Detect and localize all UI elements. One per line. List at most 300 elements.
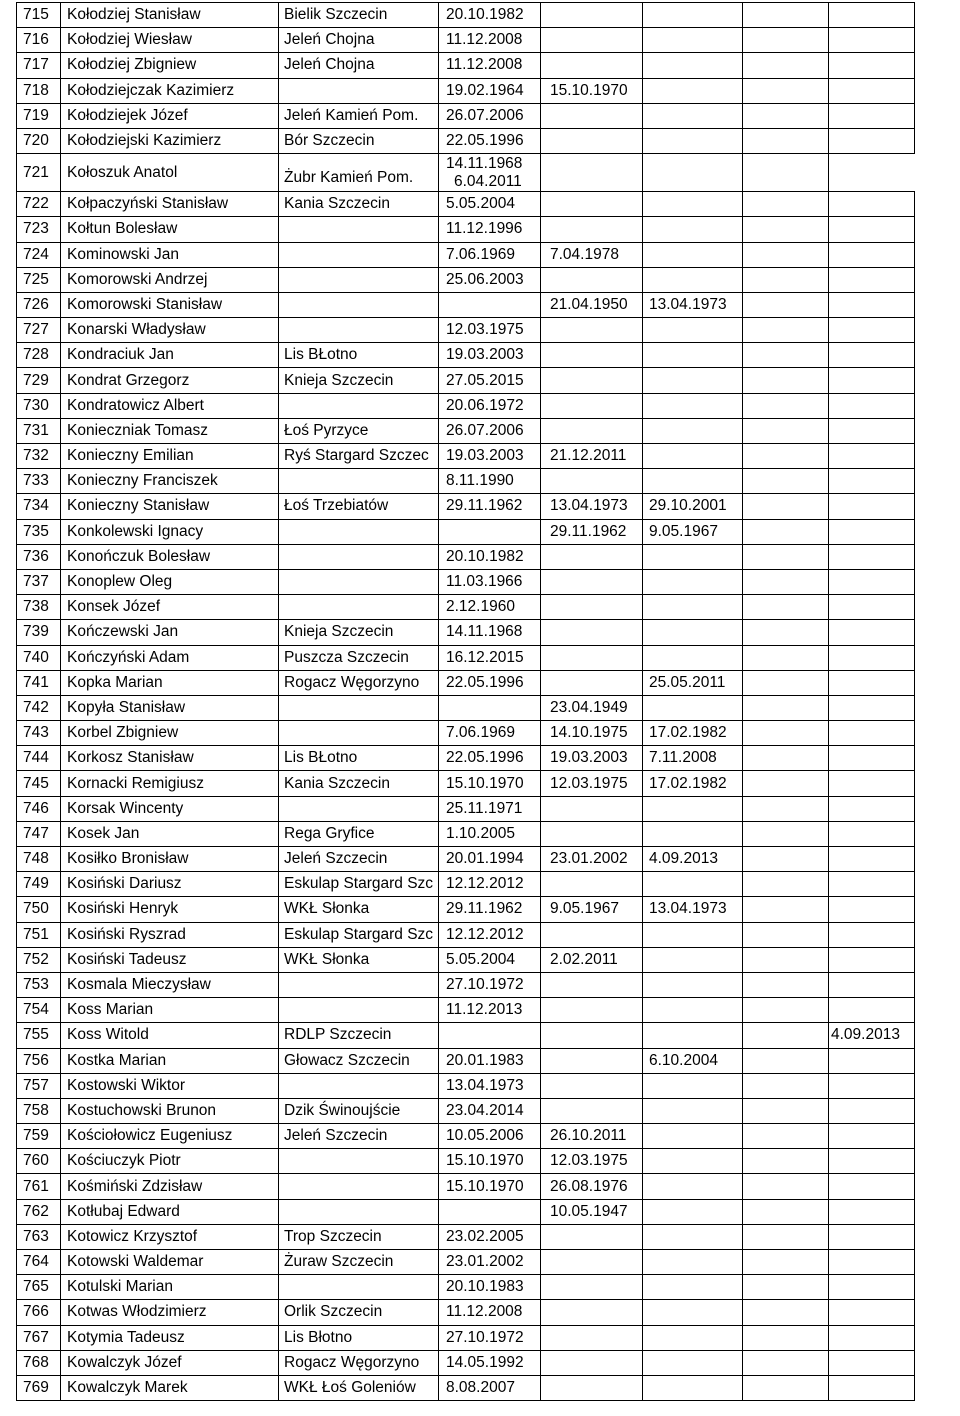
table-row <box>17 192 915 217</box>
date-cell <box>743 242 829 267</box>
table-row <box>17 103 915 128</box>
table-row <box>17 368 915 393</box>
date-cell <box>743 897 829 922</box>
table-row <box>17 645 915 670</box>
row-number: 721 <box>17 154 61 192</box>
date-cell: 21.04.1950 <box>541 292 643 317</box>
date-cell <box>643 1250 743 1275</box>
member-name: Konkolewski Ignacy <box>61 519 279 544</box>
date-cell <box>541 1224 643 1249</box>
member-unit <box>279 569 439 594</box>
date-cell <box>829 128 915 153</box>
date-cell: 9.05.1967 <box>643 519 743 544</box>
row-number: 718 <box>17 78 61 103</box>
date-cell <box>743 1325 829 1350</box>
row-number: 722 <box>17 192 61 217</box>
date-cell <box>829 897 915 922</box>
date-cell <box>439 695 541 720</box>
date-cell: 27.10.1972 <box>439 1325 541 1350</box>
date-cell <box>829 1224 915 1249</box>
date-cell: 27.10.1972 <box>439 972 541 997</box>
date-cell: 15.10.1970 <box>439 1149 541 1174</box>
row-number: 744 <box>17 746 61 771</box>
member-name: Konsek Józef <box>61 595 279 620</box>
member-name: Komorowski Andrzej <box>61 267 279 292</box>
table-row <box>17 418 915 443</box>
date-cell: 29.11.1962 <box>439 494 541 519</box>
date-cell <box>743 595 829 620</box>
date-cell <box>829 242 915 267</box>
date-cell <box>829 972 915 997</box>
row-number: 740 <box>17 645 61 670</box>
row-number: 757 <box>17 1073 61 1098</box>
member-name: Kondrat Grzegorz <box>61 368 279 393</box>
date-cell <box>743 128 829 153</box>
row-number: 767 <box>17 1325 61 1350</box>
date-cell <box>743 1073 829 1098</box>
member-unit: Knieja Szczecin <box>279 620 439 645</box>
date-cell: 12.03.1975 <box>541 771 643 796</box>
table-row <box>17 519 915 544</box>
row-number: 761 <box>17 1174 61 1199</box>
date-cell <box>743 695 829 720</box>
table-row <box>17 53 915 78</box>
row-number: 753 <box>17 972 61 997</box>
date-cell <box>829 1375 915 1400</box>
member-unit: Lis BŁotno <box>279 746 439 771</box>
member-unit <box>279 595 439 620</box>
member-unit <box>279 544 439 569</box>
date-cell <box>743 847 829 872</box>
date-cell <box>643 998 743 1023</box>
table-row <box>17 1325 915 1350</box>
date-cell: 15.10.1970 <box>439 771 541 796</box>
date-cell <box>541 469 643 494</box>
row-number: 734 <box>17 494 61 519</box>
member-name: Kostowski Wiktor <box>61 1073 279 1098</box>
date-cell <box>643 78 743 103</box>
row-number: 748 <box>17 847 61 872</box>
date-value: 14.11.1968 <box>446 154 523 172</box>
date-cell <box>643 28 743 53</box>
date-cell: 11.03.1966 <box>439 569 541 594</box>
table-row <box>17 28 915 53</box>
date-cell <box>643 393 743 418</box>
member-unit <box>279 1275 439 1300</box>
date-cell: 22.05.1996 <box>439 746 541 771</box>
date-cell <box>541 998 643 1023</box>
date-cell <box>743 494 829 519</box>
member-name: Kołodziej Wiesław <box>61 28 279 53</box>
date-cell <box>829 368 915 393</box>
member-name: Konończuk Bolesław <box>61 544 279 569</box>
row-number: 731 <box>17 418 61 443</box>
row-number: 755 <box>17 1023 61 1048</box>
member-name: Kominowski Jan <box>61 242 279 267</box>
date-cell: 26.07.2006 <box>439 418 541 443</box>
table-row <box>17 1250 915 1275</box>
member-name: Kołtun Bolesław <box>61 217 279 242</box>
row-number: 720 <box>17 128 61 153</box>
date-cell <box>743 53 829 78</box>
date-cell: 13.04.1973 <box>643 292 743 317</box>
date-cell <box>829 103 915 128</box>
date-cell <box>643 192 743 217</box>
date-cell <box>829 544 915 569</box>
members-table <box>16 2 915 1401</box>
date-cell: 7.04.1978 <box>541 242 643 267</box>
table-row <box>17 469 915 494</box>
date-cell <box>743 1098 829 1123</box>
table-row <box>17 746 915 771</box>
member-name: Kołpaczyński Stanisław <box>61 192 279 217</box>
table-row <box>17 217 915 242</box>
date-cell <box>743 1350 829 1375</box>
date-cell: 17.02.1982 <box>643 771 743 796</box>
member-unit <box>279 217 439 242</box>
table-row <box>17 569 915 594</box>
date-cell <box>541 872 643 897</box>
date-cell <box>829 620 915 645</box>
date-cell <box>643 1124 743 1149</box>
row-number: 738 <box>17 595 61 620</box>
member-unit <box>279 972 439 997</box>
date-cell: 20.10.1983 <box>439 1275 541 1300</box>
date-cell <box>743 469 829 494</box>
date-cell <box>643 1174 743 1199</box>
date-cell <box>743 746 829 771</box>
date-cell: 11.12.1996 <box>439 217 541 242</box>
date-cell <box>829 444 915 469</box>
date-cell: 29.11.1962 <box>439 897 541 922</box>
date-cell <box>829 1275 915 1300</box>
member-unit: Rogacz Węgorzyno <box>279 1350 439 1375</box>
table-row <box>17 494 915 519</box>
date-cell: 19.03.2003 <box>439 444 541 469</box>
member-name: Kornacki Remigiusz <box>61 771 279 796</box>
date-cell <box>439 292 541 317</box>
date-cell <box>829 922 915 947</box>
date-cell <box>743 418 829 443</box>
date-cell: 23.04.2014 <box>439 1098 541 1123</box>
date-cell <box>743 645 829 670</box>
date-cell <box>643 947 743 972</box>
row-number: 726 <box>17 292 61 317</box>
member-name: Konieczny Emilian <box>61 444 279 469</box>
date-cell: 10.05.1947 <box>541 1199 643 1224</box>
date-cell <box>643 1149 743 1174</box>
table-row <box>17 1300 915 1325</box>
member-unit <box>279 78 439 103</box>
date-cell <box>743 569 829 594</box>
row-number: 760 <box>17 1149 61 1174</box>
member-unit: Jeleń Szczecin <box>279 847 439 872</box>
table-row <box>17 3 915 28</box>
date-cell: 7.06.1969 <box>439 242 541 267</box>
member-unit: Jeleń Szczecin <box>279 1124 439 1149</box>
date-cell: 6.10.2004 <box>643 1048 743 1073</box>
table-row <box>17 1375 915 1400</box>
member-name: Kopyła Stanisław <box>61 695 279 720</box>
date-cell <box>541 1250 643 1275</box>
date-cell <box>743 544 829 569</box>
date-cell: 15.10.1970 <box>439 1174 541 1199</box>
member-unit <box>279 721 439 746</box>
member-name: Kotwas Włodzimierz <box>61 1300 279 1325</box>
date-cell <box>643 796 743 821</box>
member-name: Kosiński Tadeusz <box>61 947 279 972</box>
table-row <box>17 796 915 821</box>
table-row <box>17 154 915 192</box>
date-cell <box>743 821 829 846</box>
member-name: Kościołowicz Eugeniusz <box>61 1124 279 1149</box>
date-cell: 2.02.2011 <box>541 947 643 972</box>
table-row <box>17 1350 915 1375</box>
date-cell: 2.12.1960 <box>439 595 541 620</box>
date-cell <box>643 922 743 947</box>
member-name: Kołodziej Stanisław <box>61 3 279 28</box>
member-unit: Trop Szczecin <box>279 1224 439 1249</box>
date-cell: 23.02.2005 <box>439 1224 541 1249</box>
member-name: Kondratowicz Albert <box>61 393 279 418</box>
date-cell <box>829 821 915 846</box>
date-cell: 17.02.1982 <box>643 721 743 746</box>
table-row <box>17 972 915 997</box>
row-number: 716 <box>17 28 61 53</box>
date-cell <box>643 318 743 343</box>
table-row <box>17 544 915 569</box>
member-unit <box>279 998 439 1023</box>
date-cell <box>541 128 643 153</box>
date-cell <box>643 242 743 267</box>
date-cell <box>743 620 829 645</box>
member-name: Kotłubaj Edward <box>61 1199 279 1224</box>
row-number: 745 <box>17 771 61 796</box>
table-row <box>17 595 915 620</box>
date-cell: 7.11.2008 <box>643 746 743 771</box>
member-unit <box>279 1174 439 1199</box>
row-number: 741 <box>17 670 61 695</box>
member-name: Kotowicz Krzysztof <box>61 1224 279 1249</box>
row-number: 762 <box>17 1199 61 1224</box>
member-name: Kołoszuk Anatol <box>61 154 279 192</box>
row-number: 736 <box>17 544 61 569</box>
date-cell <box>829 53 915 78</box>
member-name: Kołodziejczak Kazimierz <box>61 78 279 103</box>
date-cell: 25.06.2003 <box>439 267 541 292</box>
date-cell <box>643 1275 743 1300</box>
date-cell <box>829 1199 915 1224</box>
member-name: Kosiński Ryszrad <box>61 922 279 947</box>
member-unit <box>279 267 439 292</box>
member-name: Kowalczyk Marek <box>61 1375 279 1400</box>
date-cell: 8.11.1990 <box>439 469 541 494</box>
date-cell <box>643 1073 743 1098</box>
table-row <box>17 872 915 897</box>
date-cell <box>541 595 643 620</box>
table-row <box>17 1149 915 1174</box>
date-cell <box>743 1199 829 1224</box>
date-cell <box>743 1224 829 1249</box>
row-number: 768 <box>17 1350 61 1375</box>
date-cell <box>541 922 643 947</box>
date-cell <box>643 620 743 645</box>
date-cell <box>743 1375 829 1400</box>
date-cell <box>541 267 643 292</box>
date-cell <box>643 695 743 720</box>
table-row <box>17 947 915 972</box>
date-cell <box>829 217 915 242</box>
member-name: Konieczny Franciszek <box>61 469 279 494</box>
date-cell <box>829 595 915 620</box>
row-number: 733 <box>17 469 61 494</box>
date-cell: 16.12.2015 <box>439 645 541 670</box>
table-row <box>17 1048 915 1073</box>
member-name: Konarski Władysław <box>61 318 279 343</box>
member-unit: Kania Szczecin <box>279 771 439 796</box>
member-unit-text: Żubr Kamień Pom. <box>284 169 414 187</box>
date-cell: 5.05.2004 <box>439 947 541 972</box>
member-unit: WKŁ Łoś Goleniów <box>279 1375 439 1400</box>
row-number: 752 <box>17 947 61 972</box>
member-unit <box>279 292 439 317</box>
date-cell <box>829 645 915 670</box>
date-cell <box>829 1325 915 1350</box>
date-cell <box>743 28 829 53</box>
date-cell: 20.10.1982 <box>439 3 541 28</box>
date-cell: 25.11.1971 <box>439 796 541 821</box>
date-cell <box>643 569 743 594</box>
date-cell <box>743 343 829 368</box>
date-cell: 29.11.1962 <box>541 519 643 544</box>
member-name: Kosmala Mieczysław <box>61 972 279 997</box>
table-row <box>17 1174 915 1199</box>
date-cell: 12.03.1975 <box>439 318 541 343</box>
row-number: 742 <box>17 695 61 720</box>
member-name: Koss Marian <box>61 998 279 1023</box>
date-cell <box>541 620 643 645</box>
date-cell: 26.10.2011 <box>541 1124 643 1149</box>
date-cell: 22.05.1996 <box>439 128 541 153</box>
date-cell <box>743 721 829 746</box>
table-row <box>17 1224 915 1249</box>
date-cell <box>829 569 915 594</box>
date-cell <box>541 796 643 821</box>
member-unit: RDLP Szczecin <box>279 1023 439 1048</box>
row-number: 751 <box>17 922 61 947</box>
table-row <box>17 128 915 153</box>
table-row <box>17 847 915 872</box>
member-name: Kotulski Marian <box>61 1275 279 1300</box>
date-cell <box>643 217 743 242</box>
date-cell <box>829 267 915 292</box>
date-cell: 10.05.2006 <box>439 1124 541 1149</box>
member-name: Kopka Marian <box>61 670 279 695</box>
member-unit <box>279 1073 439 1098</box>
member-name: Konieczniak Tomasz <box>61 418 279 443</box>
date-cell: 14.10.1975 <box>541 721 643 746</box>
member-name: Kondraciuk Jan <box>61 343 279 368</box>
member-unit: WKŁ Słonka <box>279 947 439 972</box>
date-cell <box>743 1149 829 1174</box>
member-name: Kośmiński Zdzisław <box>61 1174 279 1199</box>
date-cell <box>643 1375 743 1400</box>
row-number: 739 <box>17 620 61 645</box>
date-cell: 15.10.1970 <box>541 78 643 103</box>
member-name: Kotowski Waldemar <box>61 1250 279 1275</box>
date-cell <box>743 1250 829 1275</box>
member-unit: Lis BŁotno <box>279 343 439 368</box>
date-cell: 29.10.2001 <box>643 494 743 519</box>
member-name: Kołodziej Zbigniew <box>61 53 279 78</box>
date-cell <box>743 192 829 217</box>
row-number: 766 <box>17 1300 61 1325</box>
date-stack <box>446 155 540 191</box>
row-number: 769 <box>17 1375 61 1400</box>
table-row <box>17 1023 915 1048</box>
date-cell <box>829 192 915 217</box>
date-cell <box>643 872 743 897</box>
date-cell <box>541 1048 643 1073</box>
date-cell <box>743 1048 829 1073</box>
date-cell <box>541 1300 643 1325</box>
member-name: Kończewski Jan <box>61 620 279 645</box>
member-unit <box>279 695 439 720</box>
table-row <box>17 242 915 267</box>
date-cell <box>743 78 829 103</box>
date-cell <box>643 1325 743 1350</box>
row-number: 715 <box>17 3 61 28</box>
date-cell <box>643 972 743 997</box>
row-number: 758 <box>17 1098 61 1123</box>
date-cell <box>643 821 743 846</box>
member-unit: Bielik Szczecin <box>279 3 439 28</box>
member-name: Korsak Wincenty <box>61 796 279 821</box>
date-cell <box>541 217 643 242</box>
date-cell <box>743 3 829 28</box>
row-number: 727 <box>17 318 61 343</box>
date-cell <box>743 267 829 292</box>
member-unit: Eskulap Stargard Szc <box>279 922 439 947</box>
date-cell: 20.01.1994 <box>439 847 541 872</box>
date-cell <box>829 796 915 821</box>
date-cell: 11.12.2013 <box>439 998 541 1023</box>
date-cell <box>743 1174 829 1199</box>
date-cell <box>829 998 915 1023</box>
table-row <box>17 1073 915 1098</box>
date-cell <box>643 595 743 620</box>
row-number: 730 <box>17 393 61 418</box>
member-name: Kończyński Adam <box>61 645 279 670</box>
date-cell <box>743 1300 829 1325</box>
date-cell <box>643 103 743 128</box>
row-number: 737 <box>17 569 61 594</box>
date-cell <box>643 154 743 192</box>
date-cell <box>829 343 915 368</box>
member-name: Korkosz Stanisław <box>61 746 279 771</box>
row-number: 725 <box>17 267 61 292</box>
table-row <box>17 343 915 368</box>
date-cell: 4.09.2013 <box>643 847 743 872</box>
date-cell <box>743 393 829 418</box>
date-cell <box>829 3 915 28</box>
row-number: 719 <box>17 103 61 128</box>
date-cell <box>743 998 829 1023</box>
date-cell <box>643 267 743 292</box>
table-row <box>17 922 915 947</box>
member-unit <box>279 242 439 267</box>
member-name: Koss Witold <box>61 1023 279 1048</box>
